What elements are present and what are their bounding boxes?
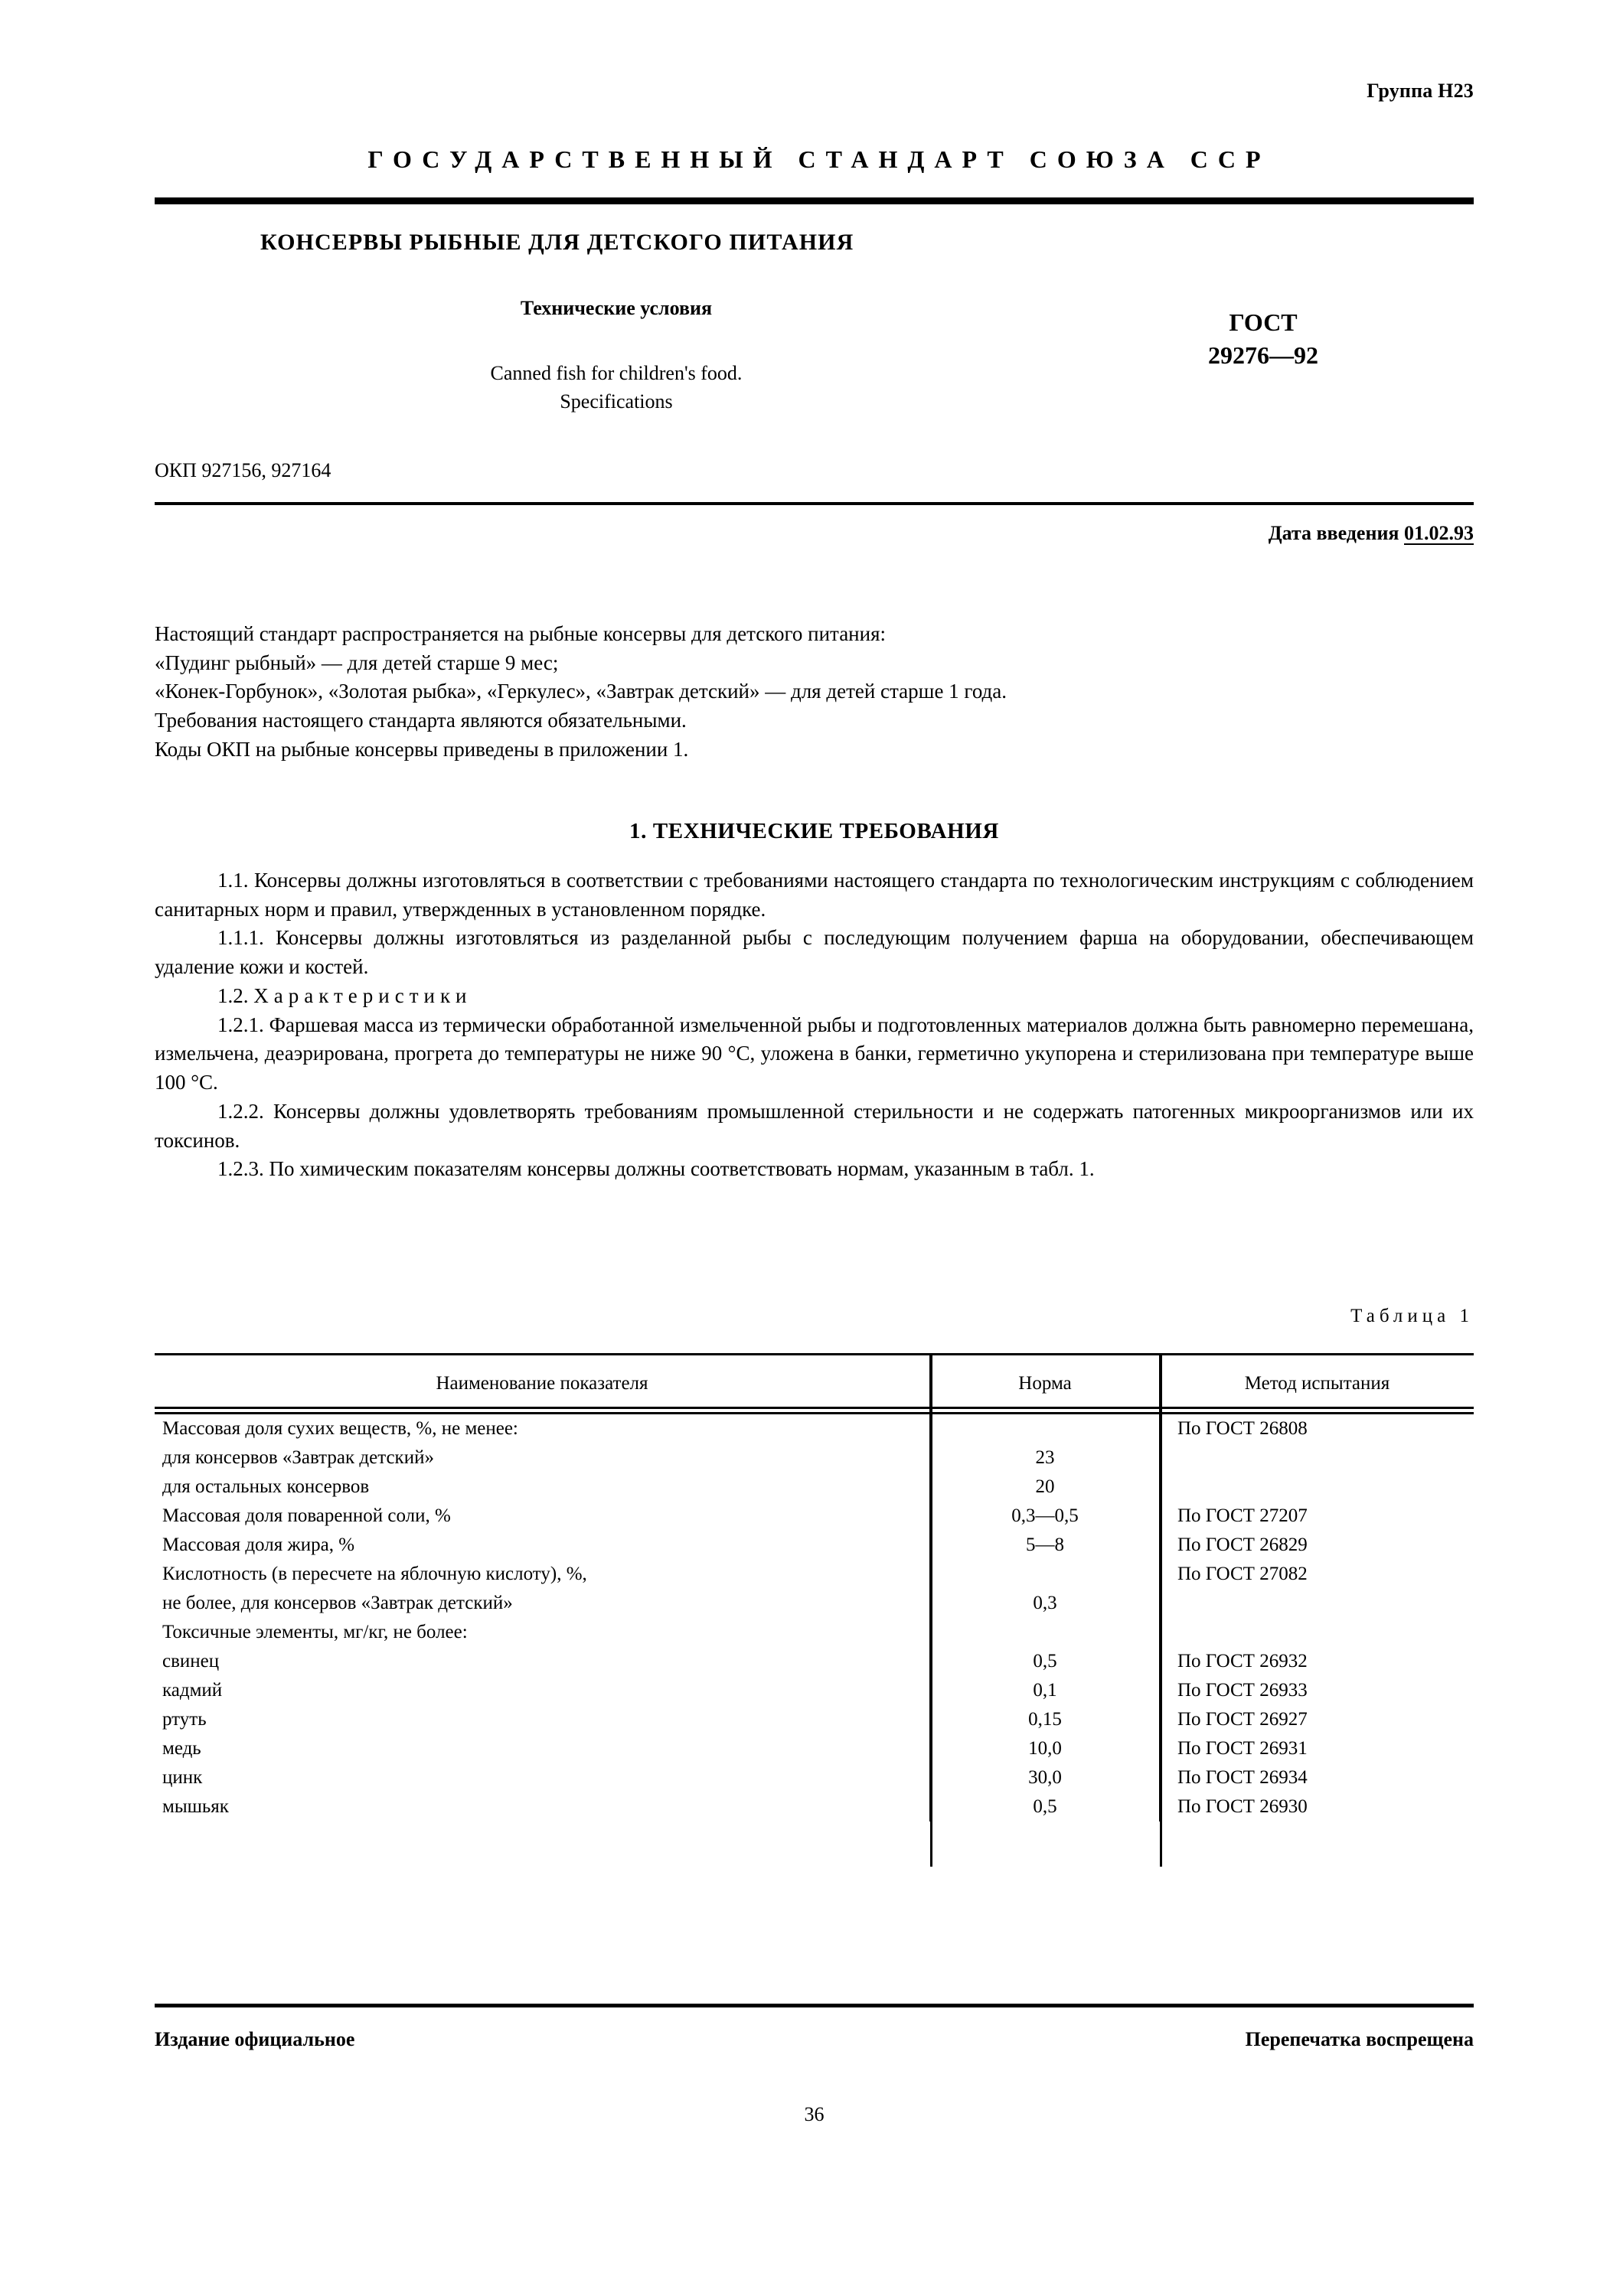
section-1-body xyxy=(155,866,1474,1184)
group-label: Группа Н23 xyxy=(1367,80,1474,102)
intro-line-1: Настоящий стандарт распространяется на рыбные консервы для детского питания: xyxy=(155,622,886,645)
table-cell-norm xyxy=(930,1414,1160,1443)
introduction-date xyxy=(155,522,1474,545)
table-row xyxy=(155,1705,1474,1734)
table-row xyxy=(155,1473,1474,1502)
table-cell-indicator: мышьяк xyxy=(162,1796,229,1817)
table-cell-method: По ГОСТ 26931 xyxy=(1160,1734,1474,1763)
table-caption: Таблица 1 xyxy=(1350,1306,1474,1326)
table-row xyxy=(155,1647,1474,1676)
table-cell-norm: 5—8 xyxy=(930,1531,1160,1560)
table-cell-indicator: для остальных консервов xyxy=(162,1476,370,1497)
clause-1-2 xyxy=(155,982,1474,1011)
table-cell-indicator: Токсичные элементы, мг/кг, не более: xyxy=(162,1622,468,1642)
table-divider-1 xyxy=(930,1355,932,1867)
table-row xyxy=(155,1763,1474,1792)
subtitle-en-line1: Canned fish for children's food. xyxy=(490,362,743,384)
table-cell-method: По ГОСТ 26808 xyxy=(1160,1414,1474,1443)
table-cell-method: По ГОСТ 27082 xyxy=(1160,1560,1474,1589)
table-cell-method xyxy=(1160,1589,1474,1618)
table-row xyxy=(155,1502,1474,1531)
document-subtitle-ru: Технические условия xyxy=(520,297,713,319)
table-cell-norm: 0,15 xyxy=(930,1705,1160,1734)
table-cell-method xyxy=(1160,1443,1474,1473)
table-header-method: Метод испытания xyxy=(1160,1353,1474,1414)
standard-label: ГОСТ xyxy=(1229,308,1298,336)
table-cell-norm: 0,3 xyxy=(930,1589,1160,1618)
table-cell-method: По ГОСТ 26930 xyxy=(1160,1792,1474,1821)
table-cell-indicator: Массовая доля поваренной соли, % xyxy=(162,1505,451,1526)
table-cell-indicator: свинец xyxy=(162,1651,220,1671)
title-block-rule xyxy=(155,502,1474,505)
subtitle-en-line2: Specifications xyxy=(560,390,673,413)
table-cell-norm: 0,5 xyxy=(930,1647,1160,1676)
table-row xyxy=(155,1792,1474,1821)
table-row xyxy=(155,1618,1474,1647)
table-cell-indicator: для консервов «Завтрак детский» xyxy=(162,1447,434,1468)
footer-left-note: Издание официальное xyxy=(155,2028,355,2050)
table-cell-method: По ГОСТ 27207 xyxy=(1160,1502,1474,1531)
table-row xyxy=(155,1443,1474,1473)
okp-codes: ОКП 927156, 927164 xyxy=(155,459,331,481)
table-body xyxy=(155,1414,1474,1821)
table-cell-norm: 0,3—0,5 xyxy=(930,1502,1160,1531)
intro-line-5: Коды ОКП на рыбные консервы приведены в приложении 1. xyxy=(155,737,689,761)
table-cell-norm: 0,5 xyxy=(930,1792,1160,1821)
clause-1-2-3: 1.2.3. По химическим показателям консервы должны соответствовать нормам, указанным в табл. 1. xyxy=(217,1157,1095,1181)
clause-1-2-1: 1.2.1. Фаршевая масса из термически обработанной измельченной рыбы и подготовленных материалов должна быть равномерно перемешана, измельчена, деаэрирована, прогрета до температуры не ниже 90 °С, уложена в банки, герметично укупорена и стерилизована при температуре выше 100 °С. xyxy=(155,1013,1474,1094)
clause-1-2-word: Характеристики xyxy=(253,983,472,1007)
table-cell-norm: 23 xyxy=(930,1443,1160,1473)
table-cell-norm: 0,1 xyxy=(930,1676,1160,1705)
table-cell-indicator: кадмий xyxy=(162,1680,223,1701)
table-cell-norm xyxy=(930,1618,1160,1647)
section-1-heading: 1. ТЕХНИЧЕСКИЕ ТРЕБОВАНИЯ xyxy=(629,819,999,843)
table-cell-indicator: не более, для консервов «Завтрак детский» xyxy=(162,1593,513,1613)
table-cell-indicator: Массовая доля сухих веществ, %, не менее: xyxy=(162,1418,518,1439)
clause-1-2-number: 1.2. xyxy=(217,983,249,1007)
header-rule xyxy=(155,197,1474,204)
clause-1-2-2: 1.2.2. Консервы должны удовлетворять требованиям промышленной стерильности и не содержать патогенных микроорганизмов или их токсинов. xyxy=(155,1099,1474,1152)
table-cell-norm: 10,0 xyxy=(930,1734,1160,1763)
intro-line-3: «Конек-Горбунок», «Золотая рыбка», «Геркулес», «Завтрак детский» — для детей старше 1 года. xyxy=(155,680,1007,703)
table-cell-method: По ГОСТ 26927 xyxy=(1160,1705,1474,1734)
table-header-norm: Норма xyxy=(930,1353,1160,1414)
table-cell-norm: 20 xyxy=(930,1473,1160,1502)
table-row xyxy=(155,1676,1474,1705)
table-row xyxy=(155,1734,1474,1763)
table-cell-method xyxy=(1160,1618,1474,1647)
table-cell-method: По ГОСТ 26933 xyxy=(1160,1676,1474,1705)
clause-1-1-1: 1.1.1. Консервы должны изготовляться из разделанной рыбы с последующим получением фарша на оборудовании, обеспечивающем удаление кожи и костей. xyxy=(155,926,1474,979)
table-cell-method: По ГОСТ 26829 xyxy=(1160,1531,1474,1560)
clause-1-1: 1.1. Консервы должны изготовляться в соответствии с требованиями настоящего стандарта по технологическим инструкциям с соблюдением санитарных норм и правил, утвержденных в установленном порядке. xyxy=(155,869,1474,921)
table-row xyxy=(155,1589,1474,1618)
table-row xyxy=(155,1414,1474,1443)
table-header-row xyxy=(155,1353,1474,1414)
footer xyxy=(155,2028,1474,2051)
document-subtitle-en xyxy=(260,360,972,416)
table-divider-2 xyxy=(1160,1355,1162,1867)
table-row xyxy=(155,1531,1474,1560)
intro-block xyxy=(155,620,1474,764)
intro-line-2: «Пудинг рыбный» — для детей старше 9 мес; xyxy=(155,651,559,674)
standard-number: 29276—92 xyxy=(1208,341,1318,369)
table-cell-norm: 30,0 xyxy=(930,1763,1160,1792)
table-cell-indicator: ртуть xyxy=(162,1709,207,1730)
table-header-name: Наименование показателя xyxy=(436,1373,648,1394)
page-number: 36 xyxy=(804,2103,825,2125)
document-title: КОНСЕРВЫ РЫБНЫЕ ДЛЯ ДЕТСКОГО ПИТАНИЯ xyxy=(260,230,854,255)
intro-line-4: Требования настоящего стандарта являются обязательными. xyxy=(155,708,687,732)
standard-banner: ГОСУДАРСТВЕННЫЙ СТАНДАРТ СОЮЗА ССР xyxy=(367,145,1271,173)
footer-right-note: Перепечатка воспрещена xyxy=(1245,2028,1474,2050)
chemical-indicators-table xyxy=(155,1353,1474,1821)
table-row xyxy=(155,1560,1474,1589)
table-cell-indicator: Кислотность (в пересчете на яблочную кислоту), %, xyxy=(162,1564,587,1584)
table-cell-method xyxy=(1160,1473,1474,1502)
introduction-date-label: Дата введения xyxy=(1268,522,1399,544)
introduction-date-value: 01.02.93 xyxy=(1404,522,1474,544)
table-cell-indicator: медь xyxy=(162,1738,201,1759)
table-cell-method: По ГОСТ 26932 xyxy=(1160,1647,1474,1676)
table-cell-indicator: Массовая доля жира, % xyxy=(162,1534,355,1555)
standard-number-block xyxy=(1102,306,1424,371)
footer-rule xyxy=(155,2004,1474,2007)
table-cell-method: По ГОСТ 26934 xyxy=(1160,1763,1474,1792)
table-cell-indicator: цинк xyxy=(162,1767,203,1788)
table-cell-norm xyxy=(930,1560,1160,1589)
